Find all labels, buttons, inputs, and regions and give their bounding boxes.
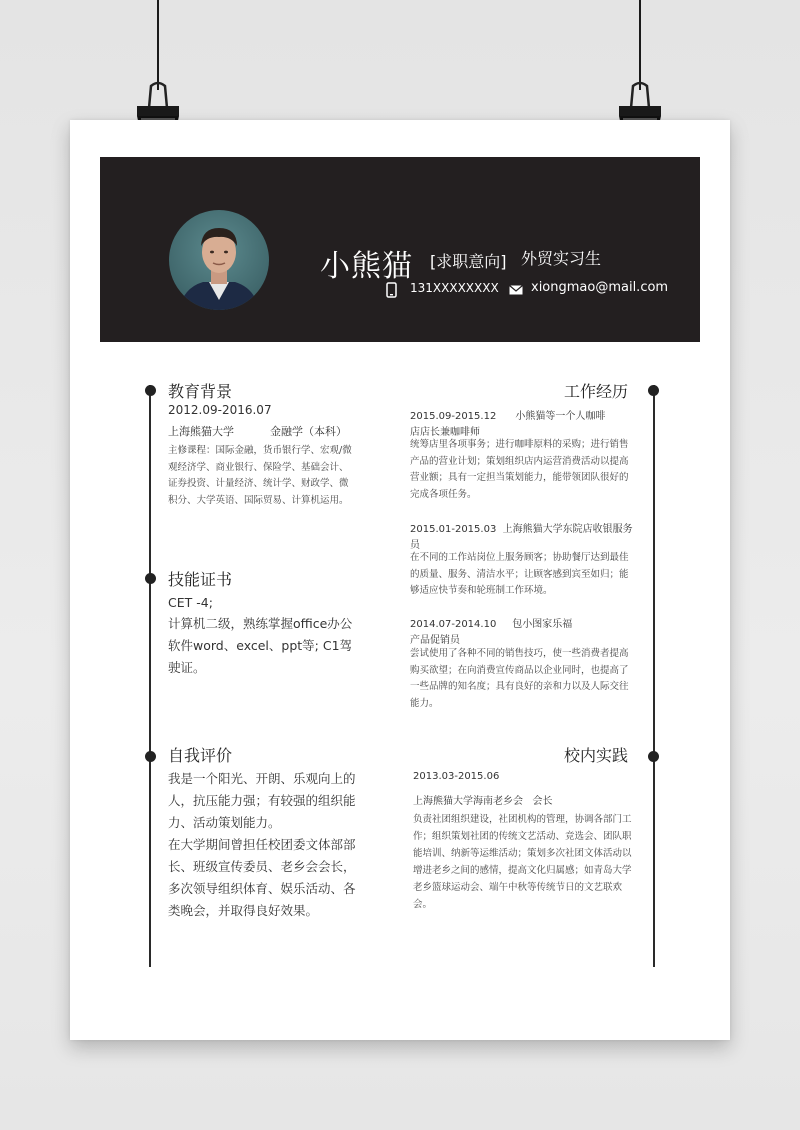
timeline-dot [648, 385, 659, 396]
work-item-head: 2014.07-2014.10 包小图家乐福 [410, 619, 573, 630]
timeline-dot [145, 385, 156, 396]
education-major: 金融学（本科） [270, 425, 347, 438]
phone-icon [386, 282, 397, 298]
avatar [169, 210, 269, 310]
campus-period: 2013.03-2015.06 [413, 771, 500, 782]
work-title: 工作经历 [564, 382, 629, 401]
hanging-string-left [157, 0, 159, 90]
self-eval-para1: 我是一个阳光、开朗、乐观向上的人，抗压能力强；有较强的组织能力、活动策划能力。 [168, 771, 356, 830]
skills-title: 技能证书 [168, 570, 233, 589]
education-courses: 主修课程：国际金融，货币银行学、宏观/微观经济学、商业银行、保险学、基础会计、证券投资、计量经济、统计学、财政学、微积分、大学英语、国际贸易、计算机运用。 [168, 445, 352, 506]
work-item-head: 2015.01-2015.03 上海熊猫大学东院店收银服务 [410, 524, 633, 535]
email-address: xiongmao@mail.com [531, 280, 669, 295]
hanging-string-right [639, 0, 641, 90]
timeline-dot [648, 751, 659, 762]
campus-desc: 负责社团组织建设，社团机构的管理，协调各部门工作；组织策划社团的传统文艺活动、竞选会、团队职能培训、纳新等运维活动；策划多次社团文体活动以增进老乡之间的感情，提高文化归属感；如青岛大学老乡篮球运动会、端午中秋等传统节日的文艺联欢会。 [413, 814, 632, 910]
left-timeline [149, 385, 151, 967]
self-eval-para2: 在大学期间曾担任校团委文体部部长、班级宣传委员、老乡会会长，多次领导组织体育、娱乐活动、各类晚会，并取得良好效果。 [168, 837, 356, 918]
skills-cet: CET -4; [168, 595, 213, 610]
resume-header [100, 157, 700, 342]
education-school: 上海熊猫大学 [168, 425, 234, 438]
campus-title: 校内实践 [564, 746, 629, 765]
job-title: 外贸实习生 [521, 249, 602, 268]
self-eval-title: 自我评价 [168, 746, 233, 765]
candidate-name: 小熊猫 [320, 249, 413, 284]
work-item-desc: 统筹店里各项事务；进行咖啡原料的采购；进行销售产品的营业计划；策划组织店内运营消费活动以提高营业额；具有一定担当策划能力，能带领团队很好的完成各项任务。 [410, 439, 629, 500]
work-item-head: 2015.09-2015.12 小熊猫等一个人咖啡 [410, 411, 606, 422]
mail-icon [509, 285, 523, 295]
work-item-role: 产品促销员 [410, 635, 460, 646]
timeline-dot [145, 751, 156, 762]
work-item-role: 店店长兼咖啡师 [410, 427, 480, 438]
education-title: 教育背景 [168, 382, 233, 401]
work-item-desc: 尝试使用了各种不同的销售技巧，使一些消费者提高购买欲望；在向消费宣传商品以企业同时，也提高了一些品牌的知名度；具有良好的亲和力以及人际交往能力。 [410, 648, 629, 709]
timeline-dot [145, 573, 156, 584]
campus-org: 上海熊猫大学海南老乡会 会长 [413, 796, 553, 807]
right-timeline [653, 385, 655, 967]
work-item-role: 员 [410, 540, 420, 551]
job-intent-label: [求职意向] [430, 252, 507, 271]
education-period: 2012.09-2016.07 [168, 403, 272, 417]
person-photo-icon [169, 210, 269, 310]
phone-number: 131XXXXXXXX [410, 281, 499, 295]
skills-detail: 计算机二级，熟练掌握office办公软件word、excel、ppt等; C1驾驶证。 [168, 616, 353, 675]
work-item-desc: 在不同的工作站岗位上服务顾客；协助餐厅达到最佳的质量、服务、清洁水平；让顾客感到宾至如归；能够适应快节奏和轮班制工作环境。 [410, 552, 629, 596]
